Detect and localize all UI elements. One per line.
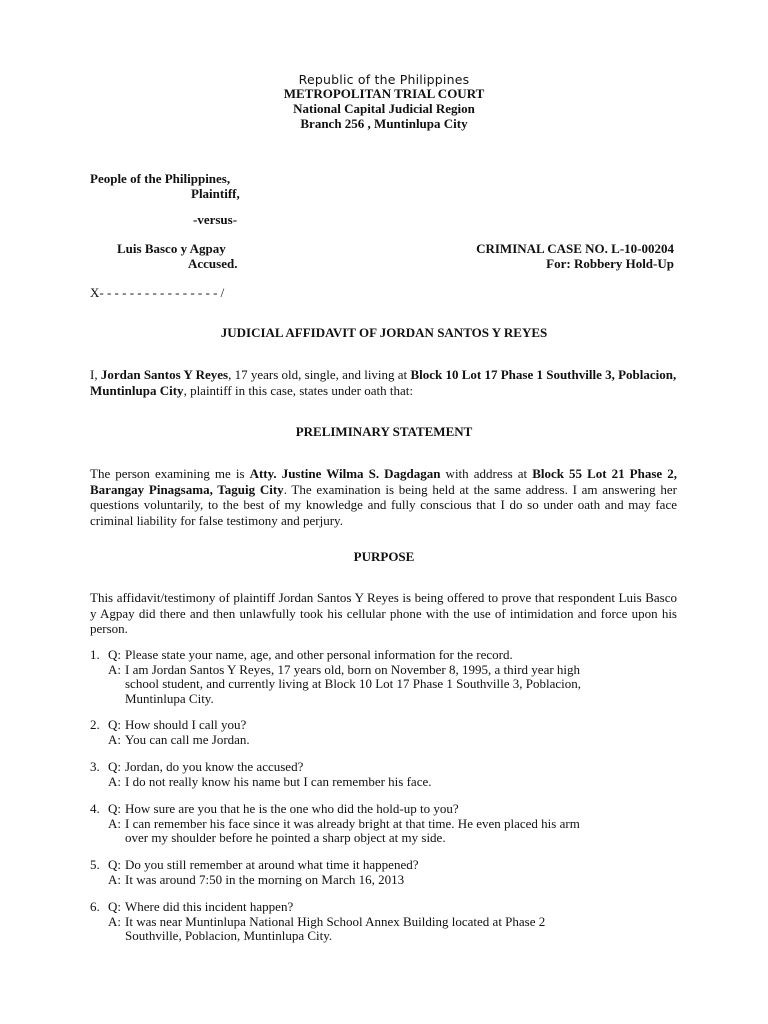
- intro-paragraph: I, Jordan Santos Y Reyes, 17 years old, single, and living at Block 10 Lot 17 Phase 1 Southville 3, Poblacion, Muntinlupa City, plaintiff in this case, states under oath that:: [90, 367, 677, 398]
- plaintiff-name: People of the Philippines,: [90, 171, 231, 186]
- qa-item: 4. Q: How sure are you that he is the one who did the hold-up to you? A: I can remember his face since it was already bright at that time. He even placed his arm over my shoulder before he pointed a sharp object at my side.: [90, 801, 580, 845]
- qa-item: 3. Q: Jordan, do you know the accused? A: I do not really know his name but I can remember his face.: [90, 759, 432, 789]
- accused-name: Luis Basco y Agpay: [117, 241, 226, 256]
- header-branch: Branch 256 , Muntinlupa City: [300, 116, 468, 131]
- preliminary-heading: PRELIMINARY STATEMENT: [295, 424, 473, 439]
- case-number: CRIMINAL CASE NO. L-10-00204: [476, 241, 674, 256]
- header-court: METROPOLITAN TRIAL COURT: [283, 86, 485, 101]
- case-offense: For: Robbery Hold-Up: [546, 256, 674, 271]
- versus-label: -versus-: [193, 212, 238, 227]
- header-republic: Republic of the Philippines: [298, 72, 470, 87]
- preliminary-paragraph: The person examining me is Atty. Justine Wilma S. Dagdagan with address at Block 55 Lot 21 Phase 2, Barangay Pinagsama, Taguig City. The examination is being held at the same address. I am answering her questions voluntarily, to the best of my knowledge and fully conscious that I do so under oath and may face criminal liability for false testimony and perjury.: [90, 466, 677, 528]
- qa-item: 1. Q: Please state your name, age, and other personal information for the record. A: I am Jordan Santos Y Reyes, 17 years old, born on November 8, 1995, a third year high school student, and currently living at Block 10 Lot 17 Phase 1 Southville 3, Poblacion, Muntinlupa City.: [90, 647, 582, 706]
- purpose-heading: PURPOSE: [353, 549, 415, 564]
- plaintiff-role: Plaintiff,: [191, 186, 240, 201]
- header-region: National Capital Judicial Region: [293, 101, 475, 116]
- accused-role: Accused.: [188, 256, 238, 271]
- caption-separator: X- - - - - - - - - - - - - - - - /: [90, 285, 225, 300]
- qa-item: 6. Q: Where did this incident happen? A: It was near Muntinlupa National High School Annex Building located at Phase 2 Southville, Poblacion, Muntinlupa City.: [90, 899, 546, 943]
- document-title: JUDICIAL AFFIDAVIT OF JORDAN SANTOS Y REYES: [220, 325, 548, 340]
- purpose-paragraph: This affidavit/testimony of plaintiff Jordan Santos Y Reyes is being offered to prove that respondent Luis Basco y Agpay did there and then unlawfully took his cellular phone with the use of intimidation and force upon his person.: [90, 590, 677, 636]
- qa-item: 2. Q: How should I call you? A: You can call me Jordan.: [90, 717, 250, 747]
- qa-item: 5. Q: Do you still remember at around what time it happened? A: It was around 7:50 in the morning on March 16, 2013: [90, 857, 419, 887]
